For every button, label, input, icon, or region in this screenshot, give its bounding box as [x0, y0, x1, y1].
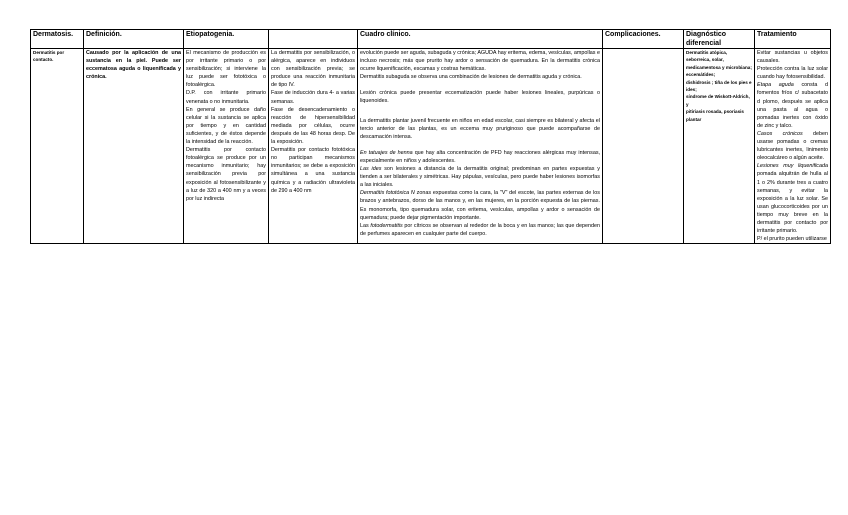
tx-p2: Protección contra la luz solar cuando hay fotosensibilidad. [757, 66, 828, 81]
cuadro-p6 [360, 165, 600, 189]
cuadro-p1: evolución puede ser aguda, subaguda y crónica; AGUDA hay eritema, edema, vesículas, ampollas e incluso necrosis; más que prurito hay ardor o sensación de quemadura. En la dermatitis crónica ocurre liquenificación, escamas y costras hemáticas. [360, 50, 600, 73]
header-dermatosis: Dermatosis. [31, 30, 84, 49]
etio2-p4: Dermatitis por contacto fototóxica no participan mecanismos inmunitarios; se debe a exposición simultánea a una sustancia química y a radiación ultravioleta de 290 a 400 nm [271, 147, 355, 194]
tx-p5 [757, 162, 828, 235]
etio2-p3: Fase de desencadenamiento o reacción de hipersensibilidad mediada por células, ocurre después de las 48 horas desp. De la exposición. [271, 106, 355, 146]
dx-item-5: pitiriasis rosada, psoriasis plantar [686, 109, 744, 122]
cell-definicion [84, 49, 184, 244]
tx-p5-rest: pomada alquitrán de hulla al 1 o 2% durante tres a cuatro semanas, y evitar la exposición a la luz solar. Se usan glucocorticoides por un tiempo muy breve en la dermatitis por contacto por irritante primario. [757, 171, 828, 235]
etio1-p1: El mecanismo de producción es por irritante primario o por sensibilización; si interviene la luz puede ser fototóxica o fotoalérgica. [186, 50, 266, 89]
tx-p6: P/ el prurito pueden utilizarse [757, 236, 827, 243]
cell-tratamiento [755, 49, 831, 244]
header-diagnostico: Diagnóstico diferencial [684, 30, 755, 49]
dermatosis-name: Dermatitis por contacto. [33, 50, 65, 63]
definicion-text: Causado por la aplicación de una sustancia en la piel. Puede ser eccematosa aguda o liquenificada y crónica. [86, 50, 181, 81]
header-tratamiento: Tratamiento [755, 30, 831, 49]
cuadro-p5 [360, 149, 600, 165]
tx-p1: Evitar sustancias u objetos causales. [757, 50, 828, 65]
tx-p4-italic: Casos crónicos [757, 130, 803, 137]
cuadro-p6-rest: son lesiones a distancia de la dermatitis original; predominan en partes expuestas y tienden a ser bilaterales y simétricas. Hay pápulas, vesículas, pero puede haber lesiones isomorfas a las iniciales. [360, 166, 600, 189]
cell-etiopatogenia-2 [269, 49, 358, 244]
dx-item-3: dishidrosis ; tiña de los pies e ides; [686, 79, 752, 93]
header-row [31, 30, 831, 49]
dx-item-2: eccemátides; [686, 72, 716, 78]
cuadro-p7-italic: Dermatitis fototóxica N [360, 190, 415, 197]
cuadro-p5-rest: que hay alta concentración de PFD hay reacciones alérgicas muy intensas, especialmente en niños y adolescentes. [360, 149, 601, 164]
header-definicion: Definición. [84, 30, 184, 49]
tx-p3-rest: consta d fomentos fríos c/ subacetato d plomo, después se aplica una pasta al agua o pomadas inertes con óxido de zinc y talco. [757, 82, 829, 129]
etio2-p1: La dermatitis por sensibilización, o alérgica, aparece en individuos con sensibilización previa; se produce una reacción inmunitaria de tipo IV. [271, 50, 355, 89]
etio1-p3: En general se produce daño celular si la sustancia se aplica por tiempo y en cantidad suficientes, y de éstos depende la intensidad de la reacción. [186, 106, 266, 146]
header-complicaciones: Complicaciones. [603, 30, 684, 49]
cuadro-p6-italic: Las ides [360, 166, 382, 173]
cuadro-p7 [360, 189, 600, 221]
cuadro-p8-rest: por cítricos se observan al rededor de la boca y en las manos; las que dependen de perfumes aparecen en cualquier parte del cuerpo. [360, 222, 600, 237]
cuadro-p4: La dermatitis plantar juvenil frecuente en niños en edad escolar, casi siempre es bilateral y afecta el tercio anterior de las plantas, es un eccema muy pruriginoso que puede acompañarse de descamación intensa. [360, 117, 600, 140]
tx-p4 [757, 130, 828, 162]
cuadro-p5-italic: En tatuajes de henna [360, 149, 413, 156]
tx-p3-italic: Etapa aguda [757, 82, 794, 89]
header-cuadro-clinico: Cuadro clínico. [358, 30, 603, 49]
cuadro-p8-italic: fotodermatitis [370, 222, 403, 229]
cuadro-p8 [360, 222, 600, 238]
cell-complicaciones [603, 49, 684, 244]
cuadro-p7-rest: zonas expuestas como la cara, la "V" del escote, las partes externas de los brazos y antebrazos, dorso de las manos y, en las mujeres, en la porción expuesta de las piernas. Es monomorfa, tipo quemadura solar, con eritema, vesículas, ampollas y ardor o sensación de quemadura; puede dejar pigmentación importante. [360, 190, 600, 221]
cell-dermatosis [31, 49, 84, 244]
etio1-p4: Dermatitis por contacto fotoalérgica se produce por un mecanismo inmunitario; hay sensibilización previa por exposición al fotosensibilizante y a luz de 320 a 400 nm y a veces por luz indirecta [186, 147, 266, 202]
cuadro-p8-pre: Las [360, 222, 369, 229]
etio2-p2: Fase de inducción dura 4- a varias semanas. [271, 90, 355, 105]
cuadro-p2: Dermatitis subaguda se observa una combinación de lesiones de dermatitis aguda y crónica. [360, 74, 582, 81]
dx-item-1: Dermatitis atópica, seborreica, solar, medicamentosa y microbiana; [686, 50, 752, 70]
cell-etiopatogenia-1 [184, 49, 269, 244]
dx-item-4: síndrome de Wiskott-Aldrich, y [686, 94, 750, 107]
header-blank [269, 30, 358, 49]
tx-p4-rest: deben usarse pomadas o cremas lubricantes inertes, linimento oleocalcáreo o algún aceite. [757, 130, 828, 162]
table-row [31, 49, 831, 244]
tx-p3 [757, 81, 828, 130]
cell-cuadro-clinico [358, 49, 603, 244]
header-etiopatogenia: Etiopatogenia. [184, 30, 269, 49]
cell-diagnostico [684, 49, 755, 244]
dermatosis-table [30, 29, 831, 244]
tx-p5-italic: Lesiones muy liquenificada [757, 163, 828, 170]
etio1-p2: D.P. con irritante primario venenata o no inmunitaria. [186, 90, 266, 105]
cuadro-p3: Lesión crónica puede presentar eccematización puede haber lesiones lineales, purpúricas o liquenoides. [360, 90, 600, 105]
